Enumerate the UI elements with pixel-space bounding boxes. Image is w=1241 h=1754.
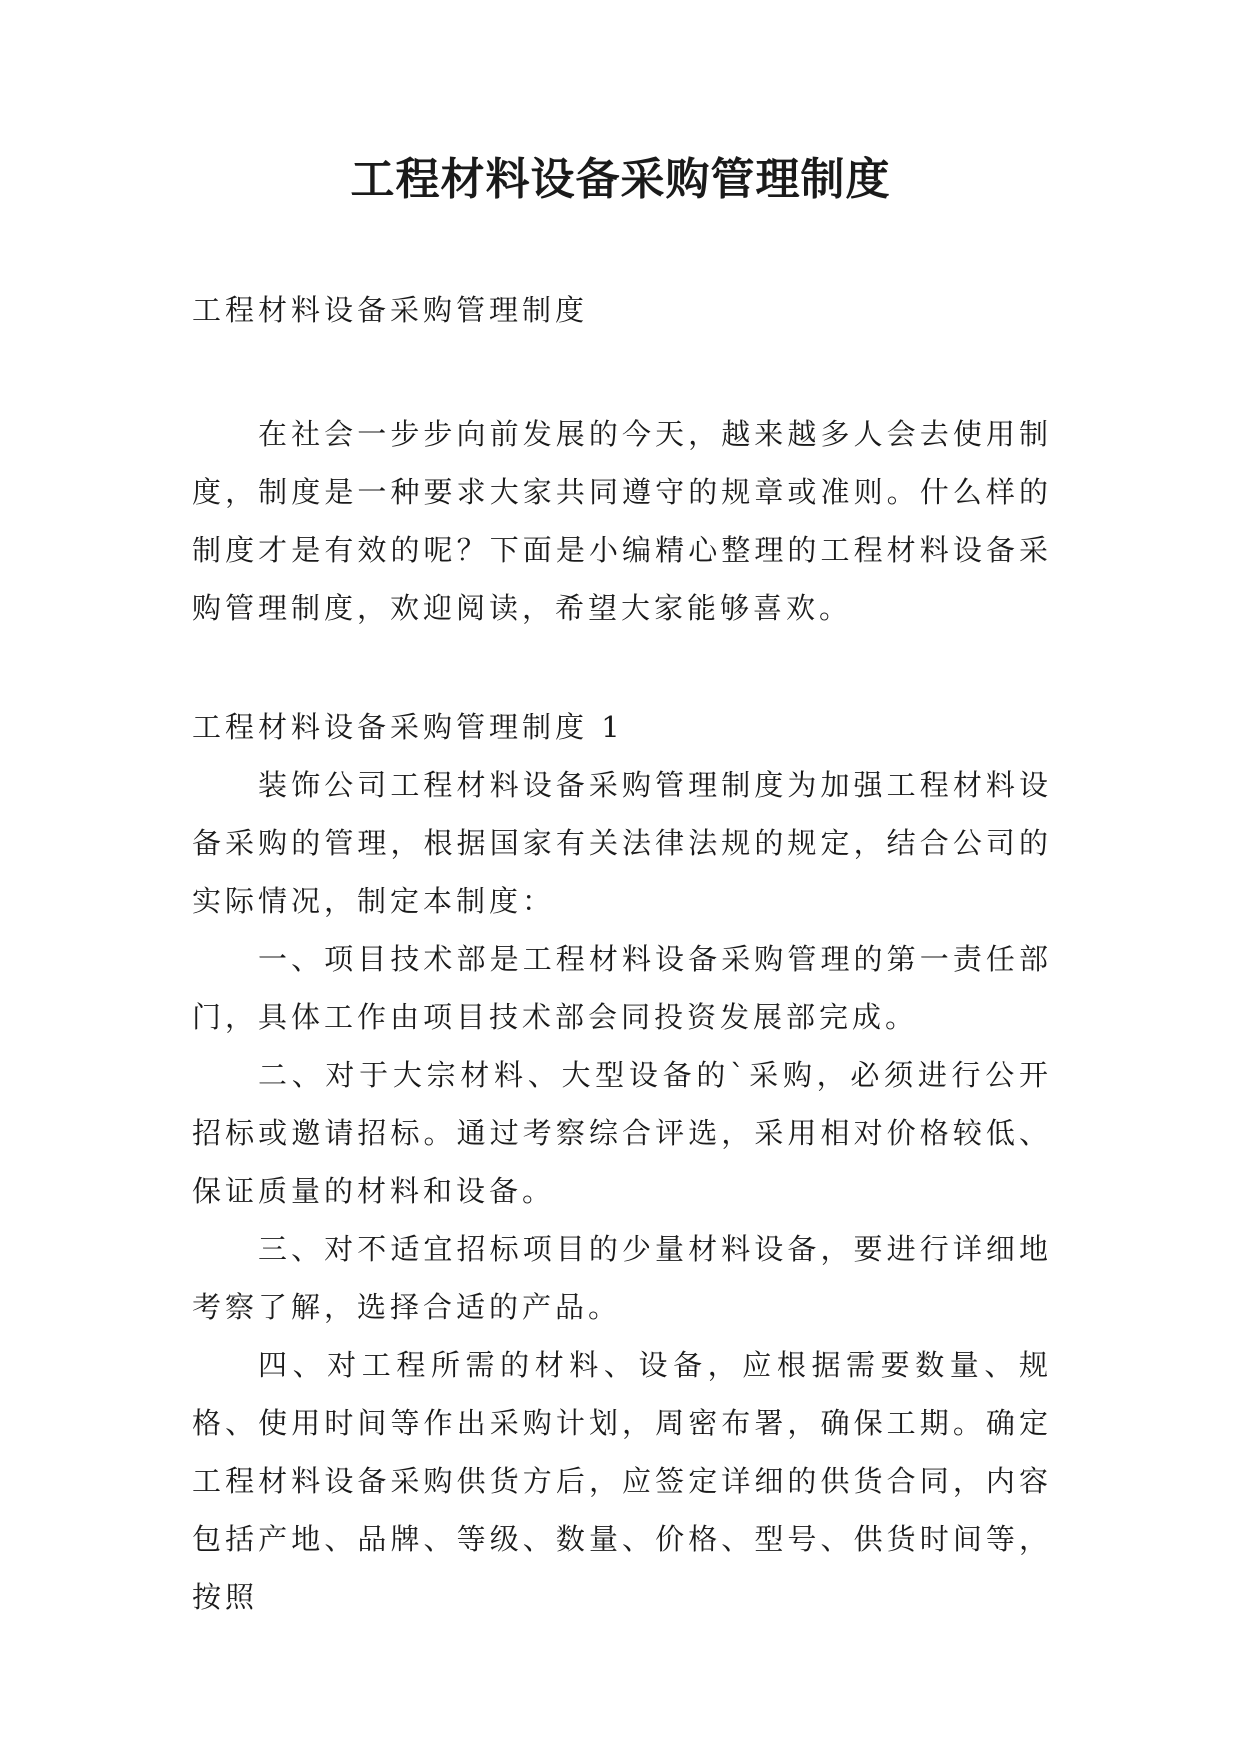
section-1-paragraph: 装饰公司工程材料设备采购管理制度为加强工程材料设备采购的管理，根据国家有关法律法规的规定，结合公司的实际情况，制定本制度： [192,768,1052,918]
section-1-paragraph: 二、对于大宗材料、大型设备的`采购，必须进行公开招标或邀请招标。通过考察综合评选，采用相对价格较低、保证质量的材料和设备。 [192,1058,1052,1208]
section-1-paragraph: 三、对不适宜招标项目的少量材料设备，要进行详细地考察了解，选择合适的产品。 [192,1232,1052,1324]
section-1-paragraph: 四、对工程所需的材料、设备，应根据需要数量、规格、使用时间等作出采购计划，周密布署，确保工期。确定工程材料设备采购供货方后，应签定详细的供货合同，内容包括产地、品牌、等级、数量、价格、型号、供货时间等，按照 [192,1348,1052,1614]
intro-paragraph: 在社会一步步向前发展的今天，越来越多人会去使用制度，制度是一种要求大家共同遵守的规章或准则。什么样的制度才是有效的呢？下面是小编精心整理的工程材料设备采购管理制度，欢迎阅读，希望大家能够喜欢。 [192,417,1052,625]
document-subtitle: 工程材料设备采购管理制度 [192,293,589,327]
document-title: 工程材料设备采购管理制度 [350,154,891,205]
section-1-heading: 工程材料设备采购管理制度 1 [192,710,624,744]
intro-section [192,405,1052,637]
section-1 [192,698,1052,1626]
section-1-paragraph: 一、项目技术部是工程材料设备采购管理的第一责任部门，具体工作由项目技术部会同投资发展部完成。 [192,942,1052,1034]
